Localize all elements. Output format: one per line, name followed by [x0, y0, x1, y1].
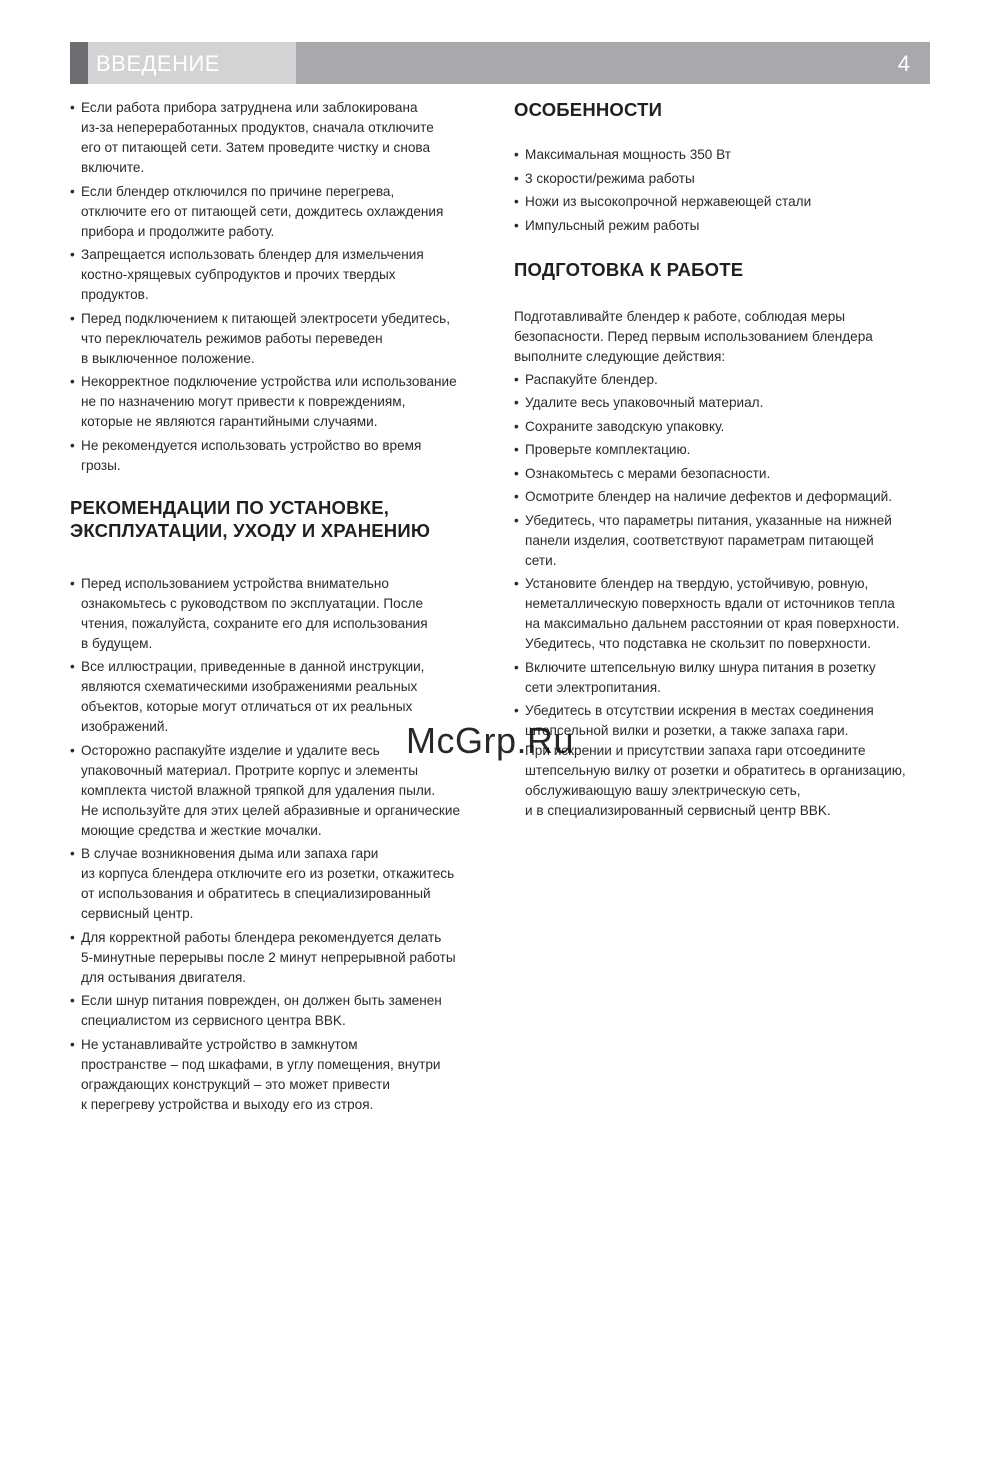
list-item: • Запрещается использовать блендер для измельчения костно-хрящевых субпродуктов и прочих твердых продуктов.	[70, 245, 492, 305]
list-item: • В случае возникновения дыма или запаха гари из корпуса блендера отключите его из розетки, откажитесь от использования и обратитесь в специализированный сервисный центр.	[70, 844, 492, 924]
header-title-box	[88, 42, 296, 84]
left-column	[70, 98, 492, 1118]
list-item: • Осмотрите блендер на наличие дефектов и деформаций.	[514, 487, 934, 507]
page-header	[70, 42, 930, 84]
list-item: • Импульсный режим работы	[514, 216, 934, 236]
list-item: • Максимальная мощность 350 Вт	[514, 145, 934, 165]
features-heading: ОСОБЕННОСТИ	[514, 99, 663, 120]
list-item: • Для корректной работы блендера рекомендуется делать 5-минутные перерывы после 2 минут непрерывной работы для остывания двигателя.	[70, 928, 492, 988]
list-item: • Если блендер отключился по причине перегрева, отключите его от питающей сети, дождитесь охлаждения прибора и продолжите работу.	[70, 182, 492, 242]
list-item: • Перед подключением к питающей электросети убедитесь, что переключатель режимов работы переведен в выключенное положение.	[70, 309, 492, 369]
features-list	[514, 145, 934, 236]
watermark: McGrp.Ru	[406, 720, 575, 761]
list-item: • Перед использованием устройства внимательно ознакомьтесь с руководством по эксплуатации. После чтения, пожалуйста, сохраните его для использования в будущем.	[70, 574, 492, 654]
list-item: • Не рекомендуется использовать устройство во время грозы.	[70, 436, 492, 476]
right-column	[514, 98, 934, 825]
preparation-list	[514, 370, 934, 822]
list-item: • Убедитесь, что параметры питания, указанные на нижней панели изделия, соответствуют параметрам питающей сети.	[514, 511, 934, 571]
preparation-heading: ПОДГОТОВКА К РАБОТЕ	[514, 258, 744, 280]
list-item: • Некорректное подключение устройства или использование не по назначению могут привести к повреждениям, которые не являются гарантийными случаями.	[70, 372, 492, 432]
preparation-intro: Подготавливайте блендер к работе, соблюдая меры безопасности. Перед первым использованием блендера выполните следующие действия:	[514, 308, 873, 364]
list-item: • Ознакомьтесь с мерами безопасности.	[514, 464, 934, 484]
list-item: • Сохраните заводскую упаковку.	[514, 417, 934, 437]
list-item: • Удалите весь упаковочный материал.	[514, 393, 934, 413]
list-item: • Убедитесь в отсутствии искрения в местах соединения штепсельной вилки и розетки, а также запаха гари. При искрении и присутствии запаха гари отсоедините штепсельную вилку от розетки и обратитесь в организацию, обслуживающую вашу электрическую сеть, и в специализированный сервисный центр BBK.	[514, 701, 934, 821]
list-item: • Распакуйте блендер.	[514, 370, 934, 390]
list-item: • Ножи из высокопрочной нержавеющей стали	[514, 192, 934, 212]
header-accent-tab	[70, 42, 88, 84]
list-item: • Проверьте комплектацию.	[514, 440, 934, 460]
list-item: • Если работа прибора затруднена или заблокирована из-за непереработанных продуктов, сначала отключите его от питающей сети. Затем проведите чистку и снова включите.	[70, 98, 492, 178]
list-item: • 3 скорости/режима работы	[514, 169, 934, 189]
list-item: • Установите блендер на твердую, устойчивую, ровную, неметаллическую поверхность вдали от источников тепла на максимально дальнем расстоянии от края поверхности. Убедитесь, что подставка не скользит по поверхности.	[514, 574, 934, 654]
recommendations-heading: РЕКОМЕНДАЦИИ ПО УСТАНОВКЕ, ЭКСПЛУАТАЦИИ, УХОДУ И ХРАНЕНИЮ	[70, 496, 431, 541]
recommendations-list	[70, 574, 492, 1115]
list-item: • Не устанавливайте устройство в замкнутом пространстве – под шкафами, в углу помещения, внутри ограждающих конструкций – это может привести к перегреву устройства и выходу его из строя.	[70, 1035, 492, 1115]
list-item: • Включите штепсельную вилку шнура питания в розетку сети электропитания.	[514, 658, 934, 698]
page-number: 4	[897, 51, 910, 76]
list-item: • Если шнур питания поврежден, он должен быть заменен специалистом из сервисного центра BBK.	[70, 991, 492, 1031]
list-item: • Все иллюстрации, приведенные в данной инструкции, являются схематическими изображениями реальных объектов, которые могут отличаться от их реальных изображений.	[70, 657, 492, 737]
safety-list	[70, 98, 492, 476]
list-item: • Осторожно распакуйте изделие и удалите весь упаковочный материал. Протрите корпус и элементы комплекта чистой влажной тряпкой для удаления пыли. Не используйте для этих целей абразивные и органические моющие средства и жесткие мочалки.	[70, 741, 492, 841]
header-title: ВВЕДЕНИЕ	[96, 51, 220, 76]
